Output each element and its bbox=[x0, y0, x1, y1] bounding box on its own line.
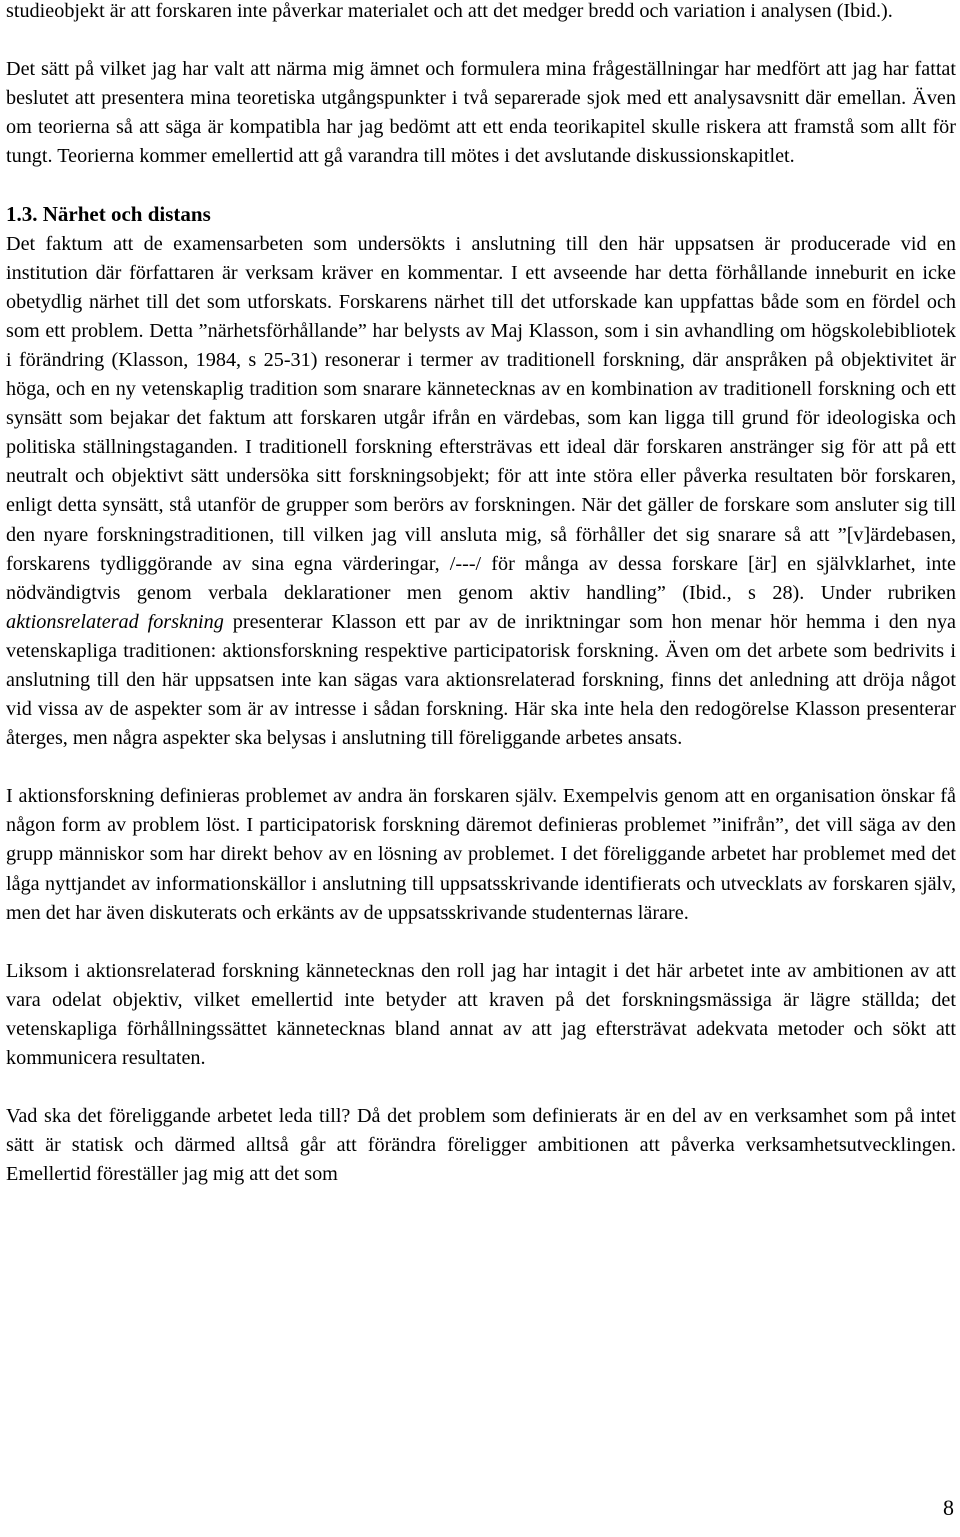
paragraph-gap bbox=[6, 171, 956, 200]
paragraph-theory-structure: Det sätt på vilket jag har valt att närma mig ämnet och formulera mina frågeställningar har medfört att jag har fattat beslutet att presentera mina teoretiska utgångspunkter i två separerade sjok med ett analysavsnitt där emellan. Även om teorierna så att säga är kompatibla har jag bedömt att ett enda teorikapitel skulle riskera att framstå som allt för tungt. Teorierna kommer emellertid att gå varandra till mötes i det avslutande diskussionskapitlet. bbox=[6, 58, 956, 168]
paragraph-continued: studieobjekt är att forskaren inte påverkar materialet och att det medger bredd och variation i analysen (Ibid.). bbox=[6, 0, 893, 22]
paragraph-proximity bbox=[6, 230, 956, 754]
paragraph-gap bbox=[6, 26, 956, 55]
page-number: 8 bbox=[943, 1495, 954, 1520]
paragraph-proximity-text-b: presenterar Klasson ett par av de inriktningar som hon menar hör hemma i den nya vetenskapliga traditionen: aktionsforskning respektive participatorisk forskning. Även om det arbete som bedrivits i anslutning till den här uppsatsen inte kan sägas vara aktionsrelaterad forskning, finns det anledning att dröja något vid vissa av de aspekter som är av intresse i sådan forskning. Här ska inte hela den redogörelse Klasson presenterar återges, men några aspekter ska belysas i anslutning till föreliggande arbetes ansats. bbox=[6, 610, 957, 750]
section-heading: 1.3. Närhet och distans bbox=[6, 202, 211, 227]
document-page bbox=[6, 0, 956, 1189]
paragraph-gap bbox=[6, 928, 956, 957]
paragraph-action-research: I aktionsforskning definieras problemet av andra än forskaren själv. Exempelvis genom att en organisation önskar få någon form av problem löst. I participatorisk forskning däremot definieras problemet ”inifrån”, det vill säga av den grupp människor som har direkt behov av en lösning av problemet. I det föreliggande arbetet har problemet med det låga nyttjandet av informationskällor i anslutning till uppsatsskrivande identifierats och utvecklats av forskaren själv, men det har även diskuterats och erkänts av de uppsatsskrivande studenternas lärare. bbox=[6, 785, 956, 924]
paragraph-gap bbox=[6, 753, 956, 782]
paragraph-gap bbox=[6, 1073, 956, 1102]
paragraph-proximity-text-a: Det faktum att de examensarbeten som undersökts i anslutning till den här uppsatsen är producerade vid en institution där författaren är verksam kräver en kommentar. I ett avseende har detta förhållande inneburit en icke obetydlig närhet till det som utforskats. Forskarens närhet till det utforskade kan uppfattas både som en fördel och som ett problem. Detta ”närhetsförhållande” har belysts av Maj Klasson, som i sin avhandling om högskolebibliotek i förändring (Klasson, 1984, s 25-31) resonerar i termer av traditionell forskning, där anspråken på objektivitet är höga, och en ny vetenskaplig tradition som snarare kännetecknas av en kombination av traditionell forskning och ett synsätt som bejakar det faktum att forskaren utgår ifrån en värdebas, som kan ligga till grund för ideologiska och politiska ställningstaganden. I traditionell forskning eftersträvas ett ideal där forskaren anstränger sig för att på ett neutralt och objektivt sätt undersöka sitt forskningsobjekt; för att inte störa eller påverka resultaten bör forskaren, enligt detta synsätt, stå utanför de grupper som berörs av forskningen. När det gäller de forskare som ansluter sig till den nyare forskningstraditionen, till vilken jag vill ansluta mig, så förhåller det sig snarare så att ”[v]ärdebasen, forskarens tydliggörande av sina egna värderingar, /---/ för många av dessa forskare [är] en självklarhet, inte nödvändigtvis genom verbala deklarationer men genom aktiv handling” (Ibid., s 28). Under rubriken bbox=[6, 232, 956, 604]
italic-term: aktionsrelaterad forskning bbox=[6, 610, 224, 633]
paragraph-role: Liksom i aktionsrelaterad forskning kännetecknas den roll jag har intagit i det här arbetet inte av ambitionen av att vara odelat objektiv, vilket emellertid inte betyder att kraven på det forskningsmässiga är lägre ställda; det vetenskapliga förhållningssättet kännetecknas bland annat av att jag eftersträvat adekvata metoder och sökt att kommunicera resultaten. bbox=[6, 959, 956, 1069]
paragraph-purpose: Vad ska det föreliggande arbetet leda till? Då det problem som definierats är en del av en verksamhet som på intet sätt är statisk och därmed alltså går att förändra föreligger ambitionen att påverka verksamhetsutvecklingen. Emellertid föreställer jag mig att det som bbox=[6, 1105, 956, 1186]
